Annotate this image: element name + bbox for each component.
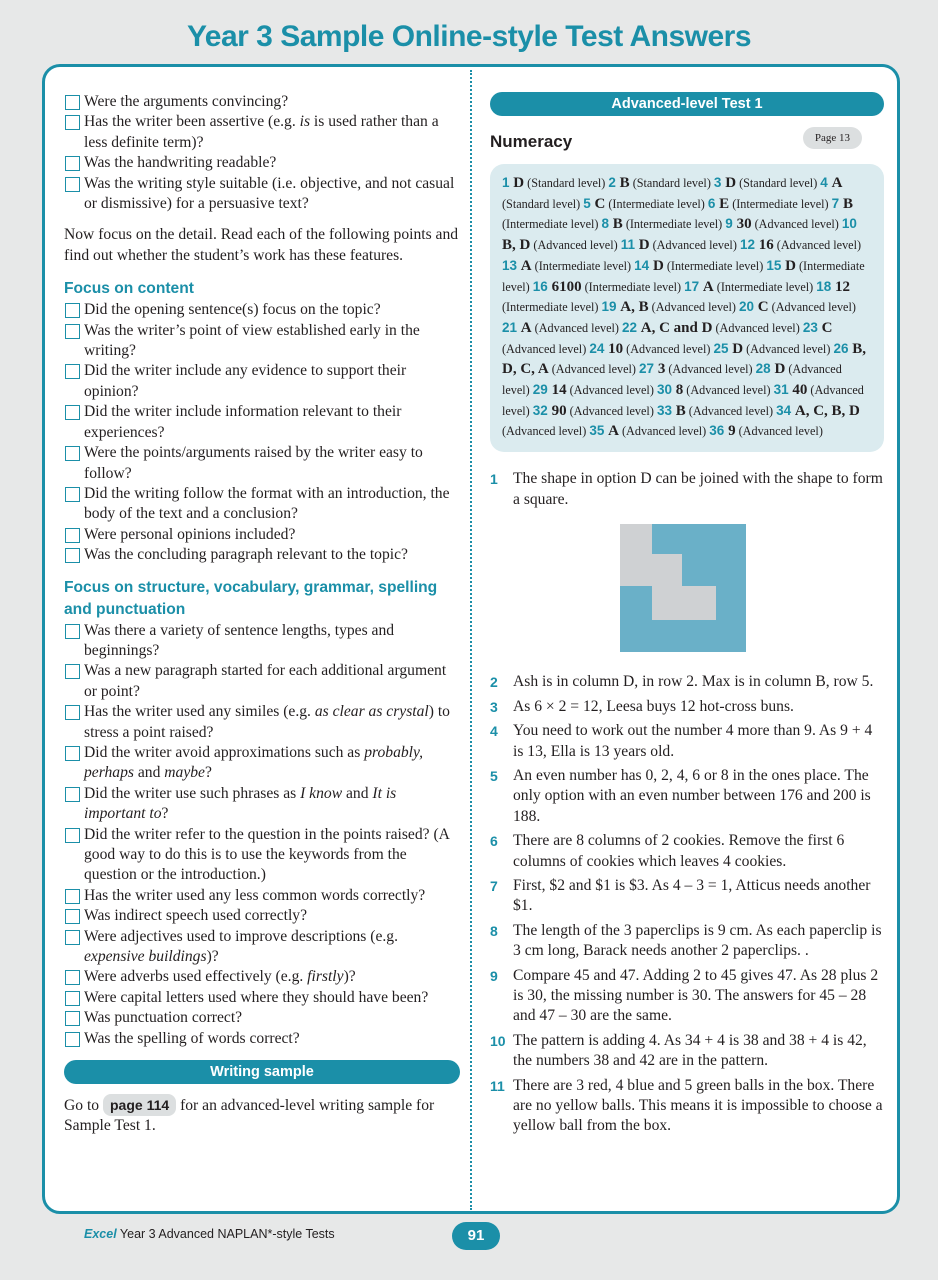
answer-number: 18 [816,278,836,294]
explanation-item [490,469,884,510]
answer-number: 2 [608,175,620,190]
explanation-text: There are 3 red, 4 blue and 5 green balls in the box. There are no yellow balls. This means it is impossible to choose a yellow ball from the box. [513,1076,883,1135]
checklist-item[interactable] [64,886,460,906]
answer-level: (Advanced level) [712,320,800,335]
explanation-item [490,766,884,827]
answer-level: (Intermediate level) [663,258,764,273]
answer-number: 14 [634,257,653,273]
answer-level: (Advanced level) [751,217,839,232]
checklist-item[interactable] [64,153,460,173]
structure-heading: Focus on structure, vocabulary, grammar, spelling and punctuation [64,578,438,618]
answer-value: C [757,299,769,316]
answer-number: 8 [601,216,613,232]
item-text: Was there a variety of sentence lengths, types and beginnings? [84,621,395,659]
answer-value: D [725,175,737,191]
answer-level: (Intermediate level) [713,279,814,294]
answer-number: 23 [802,319,822,335]
answer-level: (Advanced level) [623,341,711,356]
answer-number: 9 [725,216,737,232]
checklist-item[interactable] [64,967,460,987]
item-text: Has the writer been assertive (e.g. [84,113,300,131]
page-link[interactable]: page 114 [103,1094,176,1116]
answer-number: 34 [776,402,795,418]
checklist-item[interactable] [64,402,460,443]
answer-value: B [675,402,686,419]
item-text: ) to stress a point raised? [84,703,450,741]
checklist-item[interactable] [64,927,460,968]
answer-level: (Advanced level) [685,403,774,418]
content-checklist [64,300,460,565]
writing-sample-bar: Writing sample [64,1060,460,1084]
answer-number: 24 [589,340,609,356]
answer-number: 13 [502,257,521,273]
answer-value: B, D, C, A [502,340,866,378]
item-text: Was the concluding paragraph relevant to the topic? [84,546,408,564]
answer-level: (Advanced level) [531,320,619,335]
checklist-item[interactable] [64,661,460,702]
explanation-number: 2 [490,674,498,691]
answer-level: (Intermediate level) [581,279,682,294]
square-figure [620,524,884,658]
checklist-item[interactable] [64,321,460,362]
answer-value: A [520,257,532,274]
explanation-text: First, $2 and $1 is $3. As 4 – 3 = 1, Atticus needs another $1. [513,877,871,915]
answer-value: B, D [502,237,531,254]
explanation-item [490,921,884,962]
footer-title [84,1227,335,1241]
explanation-item [490,966,884,1027]
answer-number: 1 [502,175,514,190]
answer-number: 27 [639,361,658,377]
explanation-text: You need to work out the number 4 more than 9. As 9 + 4 is 13, Ella is 13 years old. [513,722,873,760]
answer-number: 29 [532,382,552,398]
explanation-number: 7 [490,878,498,895]
explanation-item [490,672,884,692]
answer-number: 32 [532,402,552,418]
answer-number: 6 [707,195,720,211]
answer-number: 4 [820,175,832,190]
item-text: and [133,764,165,782]
item-text: ? [204,764,212,782]
checklist-item[interactable] [64,906,460,926]
answer-level: (Advanced level) [743,341,831,356]
explanation-number: 10 [490,1032,506,1049]
item-text: Were the arguments convincing? [84,93,289,110]
item-text: Did the writer include information relevant to their experiences? [84,403,402,441]
answer-number: 15 [766,257,786,273]
answer-number: 30 [656,382,676,398]
answer-value: B [619,175,630,191]
answer-number: 20 [738,299,758,315]
answer-number: 31 [773,382,793,398]
item-text: Did the writer include any evidence to support their opinion? [84,362,407,400]
checklist-item[interactable] [64,174,460,215]
emphasis-text: probably, perhaps [84,743,423,782]
answer-value: B [612,216,623,233]
answer-value: 9 [728,423,736,440]
item-text: Was a new paragraph started for each additional argument or point? [84,662,447,700]
item-text: Did the writer refer to the question in the points raised? (A good way to do this is to use the keywords from the question or the introduction.) [84,825,450,884]
answer-level: (Advanced level) [618,424,707,439]
item-text: Were personal opinions included? [84,525,296,543]
checklist-item[interactable] [64,112,460,153]
item-text: )? [206,948,219,966]
explanation-number: 1 [490,471,498,488]
item-text: Was the spelling of words correct? [84,1029,300,1047]
answer-number: 5 [583,195,595,211]
item-text: Has the writer used any less common words correctly? [84,886,426,904]
item-text: Were adverbs used effectively (e.g. [84,968,308,986]
explanation-item [490,876,884,917]
answer-level: (Advanced level) [683,383,771,398]
explanation-text: The pattern is adding 4. As 34 + 4 is 38 and 38 + 4 is 42, the numbers 38 and 42 are in the pattern. [513,1031,867,1070]
answer-level: (Advanced level) [648,300,736,315]
answer-number: 17 [684,278,703,294]
book-title: Year 3 Advanced NAPLAN*-style Tests [119,1227,335,1241]
answer-number: 25 [713,340,733,356]
answer-number: 16 [532,278,552,294]
numeracy-header [490,126,884,160]
answer-level: (Advanced level) [768,300,856,315]
item-text: is used rather than a less definite term)? [84,113,439,151]
answer-value: D [652,257,664,274]
explanation-item [490,1076,884,1137]
item-text: Did the writer avoid approximations such as [84,743,365,761]
explanations [490,469,884,1137]
column-divider [470,70,472,1210]
emphasis-text: I know [300,784,343,802]
test-label-bar: Advanced-level Test 1 [490,92,884,116]
item-text: Was the writer’s point of view established early in the writing? [84,321,420,360]
answer-value: 30 [736,216,752,233]
answer-number: 35 [589,423,609,439]
item-text: Was indirect speech used correctly? [84,907,308,925]
item-text: Were the points/arguments raised by the writer easy to follow? [84,444,423,482]
answer-number: 19 [601,299,621,315]
answer-value: 40 [792,382,808,399]
answer-level: (Intermediate level) [622,217,723,232]
answer-level: (Intermediate level) [531,258,632,273]
explanation-text: There are 8 columns of 2 cookies. Remove the first 6 columns of cookies which leaves 4 cookies. [513,832,845,870]
answer-level: (Advanced level) [566,403,654,418]
answer-level: (Intermediate level) [729,196,829,211]
checklist-item[interactable] [64,1008,460,1028]
answer-value: A, C, B, D [794,402,860,419]
checklist-item[interactable] [64,545,460,565]
explanation-item [490,831,884,872]
answer-value: 16 [758,237,774,254]
explanation-number: 6 [490,833,498,850]
item-text: ? [161,805,169,823]
explanation-text: Ash is in column D, in row 2. Max is in column B, row 5. [513,673,874,691]
page-badge: Page 13 [803,127,862,149]
answer-level: (Standard level) [736,176,818,190]
checklist-item[interactable] [64,784,460,825]
answer-number: 21 [502,319,521,335]
answer-number: 11 [620,237,639,253]
item-text: and [342,784,373,802]
checklist-item[interactable] [64,92,460,112]
answer-value: D [732,340,744,357]
answer-value: B [842,195,853,212]
explanation-item [490,1031,884,1072]
answer-level: (Advanced level) [502,362,842,398]
emphasis-text: It is important to [84,784,397,823]
answer-level: (Advanced level) [665,362,753,377]
answer-value: 90 [551,402,567,419]
item-text: )? [343,968,356,986]
answer-level: (Advanced level) [502,383,864,418]
answer-value: D [785,257,796,274]
answer-value: 8 [675,382,684,399]
section-title: Numeracy [490,132,573,151]
checklist-item[interactable] [64,743,460,784]
answer-number: 12 [739,237,759,253]
page-number: 91 [452,1222,500,1250]
checklist-item[interactable] [64,621,460,662]
item-text: Was the handwriting readable? [84,154,277,172]
brand-logo: Excel [84,1227,117,1241]
content-heading: Focus on content [64,280,194,298]
checklist-item[interactable] [64,825,460,886]
goto-paragraph [64,1094,460,1137]
answer-value: D [638,237,650,254]
answer-value: 14 [551,382,567,399]
checklist-item[interactable] [64,300,460,320]
emphasis-text: is [299,113,311,131]
explanation-text: The length of the 3 paperclips is 9 cm. As each paperclip is 3 cm long, Barack needs another 2 paperclips. . [513,921,882,960]
explanation-text: As 6 × 2 = 12, Leesa buys 12 hot-cross buns. [513,697,794,715]
explanation-number: 3 [490,698,498,715]
answer-value: A [831,175,843,191]
answer-level: (Standard level) [502,196,581,211]
left-column [64,92,460,1137]
answer-level: (Advanced level) [773,238,862,253]
answer-value: C [594,195,606,212]
emphasis-text: firstly [307,968,344,986]
answer-level: (Advanced level) [649,238,737,253]
answer-number: 7 [831,195,843,211]
explanation-text: The shape in option D can be joined with the shape to form a square. [513,470,883,508]
answer-level: (Advanced level) [502,341,587,356]
goto-rest: for an advanced-level writing sample for Sample Test 1. [64,1097,435,1135]
answer-level: (Intermediate level) [502,300,599,315]
answer-value: 10 [608,340,624,357]
answer-value: D [513,175,525,191]
checklist-item[interactable] [64,361,460,402]
answer-level: (Intermediate level) [605,196,705,211]
checklist-item[interactable] [64,525,460,545]
right-column [490,92,884,1141]
answer-value: 6100 [551,278,582,295]
answer-value: 3 [657,361,666,378]
explanation-number: 8 [490,922,498,939]
answer-number: 10 [841,216,857,232]
answer-value: A, C and D [640,319,713,336]
emphasis-text: expensive buildings [84,948,207,966]
item-text: Did the opening sentence(s) focus on the topic? [84,301,381,319]
explanation-number: 5 [490,767,498,784]
emphasis-text: as clear as crystal [314,703,429,721]
explanation-text: Compare 45 and 47. Adding 2 to 45 gives 47. As 28 plus 2 is 30, the missing number is 30. The answers for 45 – 28 and 47 – 30 are the same. [513,966,879,1025]
answer-number: 22 [621,319,641,335]
answer-level: (Advanced level) [566,383,654,398]
structure-checklist [64,621,460,1050]
answer-level: (Advanced level) [735,424,823,439]
answer-key [490,164,884,452]
detail-paragraph: Now focus on the detail. Read each of the following points and find out whether the student’s work has these features. [64,226,459,264]
goto-text: Go to [64,1097,100,1115]
explanation-number: 4 [490,723,498,740]
item-text: Did the writing follow the format with an introduction, the body of the text and a conclusion? [84,484,450,523]
page-title: Year 3 Sample Online-style Test Answers [186,20,752,53]
answer-value: C [821,319,833,336]
checklist-item[interactable] [64,443,460,484]
answer-value: A [702,278,714,295]
answer-number: 26 [833,340,853,356]
item-text: Was the writing style suitable (i.e. objective, and not casual or dismissive) for a persuasive text? [84,174,455,213]
answer-level: (Advanced level) [548,362,636,377]
answer-level: (Intermediate level) [502,217,599,232]
answer-level: (Advanced level) [530,238,618,253]
item-text: Were capital letters used where they should have been? [84,988,429,1006]
square-shape-diagram [620,524,746,652]
explanation-number: 11 [490,1077,505,1094]
item-text: Were adjectives used to improve descriptions (e.g. [84,927,398,945]
answer-number: 28 [755,361,775,377]
answer-level: (Standard level) [629,176,711,190]
answer-level: (Standard level) [524,176,606,190]
answer-value: 12 [835,278,851,295]
checklist-top [64,92,460,214]
answer-value: D [774,361,786,378]
item-text: Did the writer use such phrases as [84,784,301,802]
checklist-item[interactable] [64,484,460,525]
checklist-item[interactable] [64,702,460,743]
checklist-item[interactable] [64,1029,460,1049]
answer-number: 3 [713,175,726,190]
answer-value: A [608,423,619,440]
item-text: Was punctuation correct? [84,1009,243,1027]
answer-value: A, B [620,299,649,316]
answer-level: (Advanced level) [502,424,587,439]
answer-value: A [520,319,532,336]
item-text: Has the writer used any similes (e.g. [84,703,315,721]
answer-value: E [719,195,730,212]
answer-number: 36 [709,423,729,439]
checklist-item[interactable] [64,988,460,1008]
explanation-number: 9 [490,967,498,984]
answer-number: 33 [656,402,676,418]
explanation-text: An even number has 0, 2, 4, 6 or 8 in the ones place. The only option with an even number between 176 and 200 is 188. [513,766,871,825]
explanation-item [490,721,884,762]
emphasis-text: maybe [164,764,205,782]
explanation-item [490,697,884,717]
answer-level: (Intermediate level) [502,258,865,294]
